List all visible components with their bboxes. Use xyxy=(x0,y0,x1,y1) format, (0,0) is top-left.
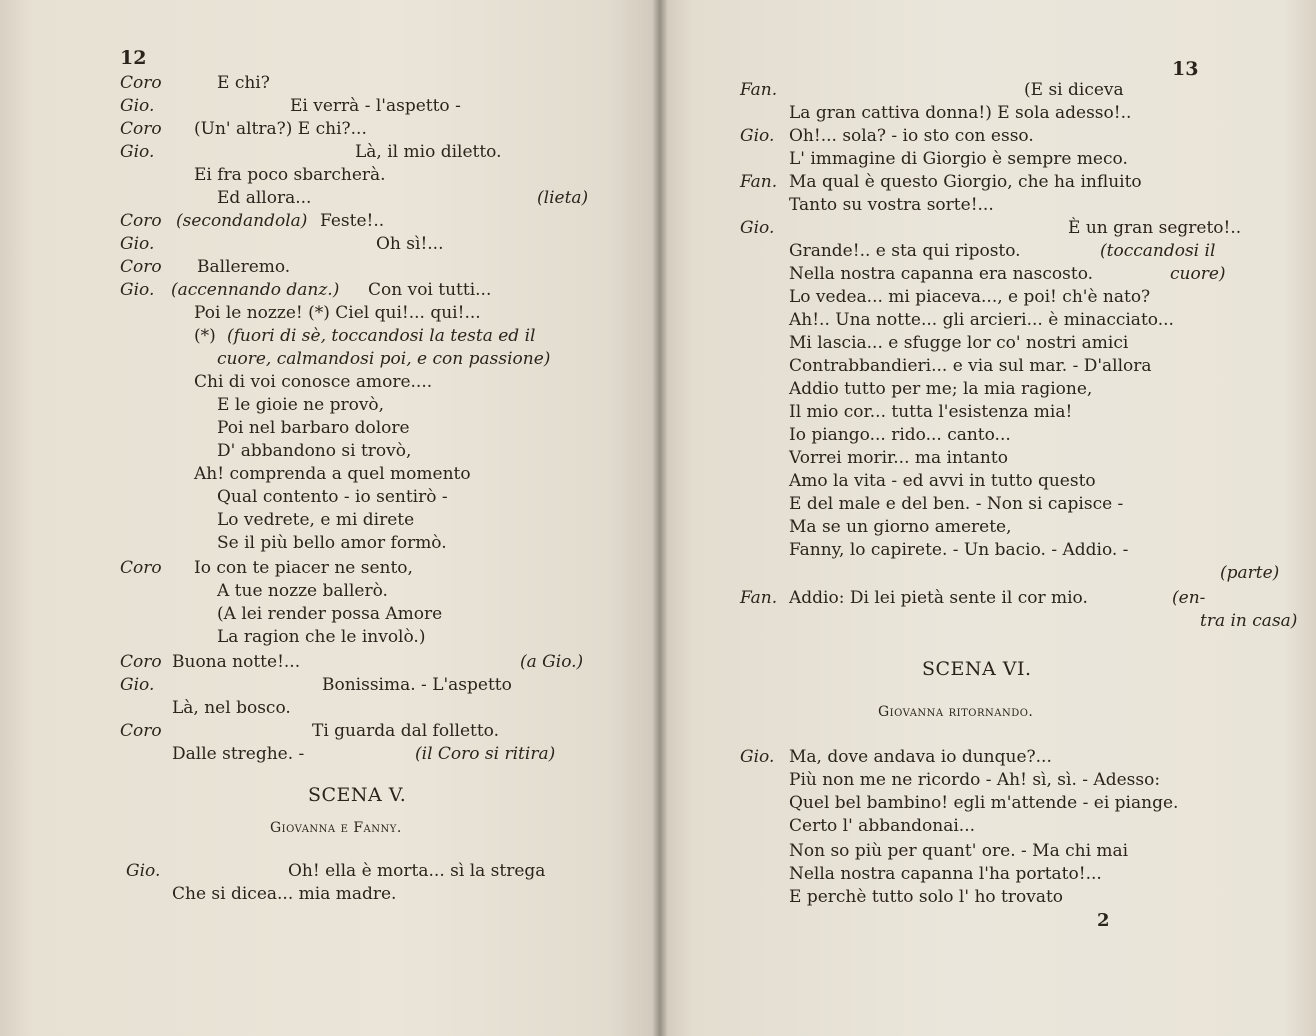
verse-line: Ei fra poco sbarcherà. xyxy=(194,165,386,185)
stage-direction: (il Coro si ritira) xyxy=(415,744,556,764)
verse-line: Lo vedea... mi piaceva..., e poi! ch'è nato? xyxy=(789,287,1151,307)
verse-line: Addio: Di lei pietà sente il cor mio. xyxy=(789,588,1088,608)
verse-line: D' abbandono si trovò, xyxy=(217,441,412,461)
speaker-label: Gio. xyxy=(120,280,155,300)
stage-direction: cuore) xyxy=(1170,264,1226,284)
verse-line: Io piango... rido... canto... xyxy=(789,425,1011,445)
speaker-label: Coro xyxy=(120,558,162,578)
verse-line: E le gioie ne provò, xyxy=(217,395,385,415)
verse-line: (A lei render possa Amore xyxy=(217,604,443,624)
speaker-label: Fan. xyxy=(740,172,778,192)
verse-line: Mi lascia... e sfugge lor co' nostri amici xyxy=(789,333,1129,353)
verse-line: Buona notte!... xyxy=(172,652,301,672)
scene-title: SCENA V. xyxy=(308,784,407,806)
speaker-label: Gio. xyxy=(120,234,155,254)
stage-direction: (en- xyxy=(1172,588,1206,608)
verse-line: A tue nozze ballerò. xyxy=(217,581,388,601)
verse-line: L' immagine di Giorgio è sempre meco. xyxy=(789,149,1128,169)
verse-line: Oh! ella è morta... sì la strega xyxy=(288,861,546,881)
verse-line: Lo vedrete, e mi direte xyxy=(217,510,415,530)
verse-line: Feste!.. xyxy=(320,211,385,231)
verse-line: Se il più bello amor formò. xyxy=(217,533,447,553)
verse-line: Oh!... sola? - io sto con esso. xyxy=(789,126,1034,146)
verse-line: Con voi tutti... xyxy=(368,280,492,300)
verse-line: Coro xyxy=(120,73,162,93)
speaker-label: Gio. xyxy=(126,861,161,881)
speaker-label: Gio. xyxy=(740,126,775,146)
verse-line: Ei verrà - l'aspetto - xyxy=(290,96,461,116)
verse-line: Non so più per quant' ore. - Ma chi mai xyxy=(789,841,1129,861)
verse-line: Più non me ne ricordo - Ah! sì, sì. - Adesso: xyxy=(789,770,1161,790)
stage-direction: (fuori di sè, toccandosi la testa ed il xyxy=(227,326,536,346)
verse-line: Vorrei morir... ma intanto xyxy=(789,448,1008,468)
verse-line: Chi di voi conosce amore.... xyxy=(194,372,433,392)
verse-line: Contrabbandieri... e via sul mar. - D'allora xyxy=(789,356,1152,376)
verse-line: Il mio cor... tutta l'esistenza mia! xyxy=(789,402,1073,422)
verse-line: (Un' altra?) E chi?... xyxy=(194,119,367,139)
stage-direction: (secondandola) xyxy=(176,211,308,231)
book-gutter xyxy=(652,0,668,1036)
verse-line: La gran cattiva donna!) E sola adesso!.. xyxy=(789,103,1132,123)
verse-line: Oh sì!... xyxy=(376,234,444,254)
verse-line: Là, il mio diletto. xyxy=(355,142,502,162)
speaker-label: Coro xyxy=(120,652,162,672)
verse-line: Ma qual è questo Giorgio, che ha influito xyxy=(789,172,1142,192)
stage-direction: (accennando danz.) xyxy=(171,280,340,300)
verse-line: Fanny, lo capirete. - Un bacio. - Addio. - xyxy=(789,540,1129,560)
verse-line: Addio tutto per me; la mia ragione, xyxy=(789,379,1093,399)
footnote-mark: (*) xyxy=(194,326,216,346)
stage-direction: (toccandosi il xyxy=(1100,241,1216,261)
verse-line: Io con te piacer ne sento, xyxy=(194,558,413,578)
page-number: 12 xyxy=(120,47,147,69)
verse-line: E chi? xyxy=(217,73,270,93)
verse-line: È un gran segreto!.. xyxy=(1068,218,1242,238)
verse-line: Dalle streghe. - xyxy=(172,744,305,764)
stage-direction: (parte) xyxy=(1220,563,1280,583)
scene-characters: Giovanna e Fanny. xyxy=(270,820,402,836)
scene-characters: Giovanna ritornando. xyxy=(878,704,1034,720)
signature-mark: 2 xyxy=(1097,910,1110,931)
verse-line: Grande!.. e sta qui riposto. xyxy=(789,241,1021,261)
verse-line: Ed allora... xyxy=(217,188,312,208)
scene-title: SCENA VI. xyxy=(922,658,1032,680)
stage-direction: cuore, calmandosi poi, e con passione) xyxy=(217,349,551,369)
verse-line: Ma se un giorno amerete, xyxy=(789,517,1012,537)
verse-line: Là, nel bosco. xyxy=(172,698,291,718)
speaker-label: Gio. xyxy=(120,675,155,695)
page-number: 13 xyxy=(1172,58,1199,80)
stage-direction: tra in casa) xyxy=(1200,611,1298,631)
stage-direction: (lieta) xyxy=(537,188,589,208)
speaker-label: Gio. xyxy=(740,218,775,238)
verse-line: Amo la vita - ed avvi in tutto questo xyxy=(789,471,1096,491)
speaker-label: Coro xyxy=(120,211,162,231)
verse-line: E perchè tutto solo l' ho trovato xyxy=(789,887,1064,907)
stage-direction: (a Gio.) xyxy=(520,652,584,672)
verse-line: La ragion che le involò.) xyxy=(217,627,426,647)
verse-line: (E si diceva xyxy=(1024,80,1124,100)
speaker-label: Coro xyxy=(120,119,162,139)
verse-line: E del male e del ben. - Non si capisce - xyxy=(789,494,1124,514)
speaker-label: Fan. xyxy=(740,80,778,100)
speaker-label: Gio. xyxy=(740,747,775,767)
speaker-label: Coro xyxy=(120,721,162,741)
verse-line: Ma, dove andava io dunque?... xyxy=(789,747,1052,767)
verse-line: Poi nel barbaro dolore xyxy=(217,418,410,438)
verse-line: Quel bel bambino! egli m'attende - ei piange. xyxy=(789,793,1179,813)
speaker-label: Gio. xyxy=(120,142,155,162)
verse-line: Bonissima. - L'aspetto xyxy=(322,675,512,695)
speaker-label: Gio. xyxy=(120,96,155,116)
verse-line: Nella nostra capanna l'ha portato!... xyxy=(789,864,1102,884)
verse-line: Poi le nozze! (*) Ciel qui!... qui!... xyxy=(194,303,481,323)
verse-line: Certo l' abbandonai... xyxy=(789,816,976,836)
speaker-label: Fan. xyxy=(740,588,778,608)
verse-line: Tanto su vostra sorte!... xyxy=(789,195,994,215)
verse-line: Qual contento - io sentirò - xyxy=(217,487,448,507)
verse-line: Che si dicea... mia madre. xyxy=(172,884,397,904)
verse-line: Ti guarda dal folletto. xyxy=(312,721,500,741)
verse-line: Ah! comprenda a quel momento xyxy=(194,464,471,484)
verse-line: Balleremo. xyxy=(197,257,291,277)
speaker-label: Coro xyxy=(120,257,162,277)
verse-line: Nella nostra capanna era nascosto. xyxy=(789,264,1094,284)
right-page xyxy=(660,0,1316,1036)
verse-line: Ah!.. Una notte... gli arcieri... è minacciato... xyxy=(789,310,1174,330)
